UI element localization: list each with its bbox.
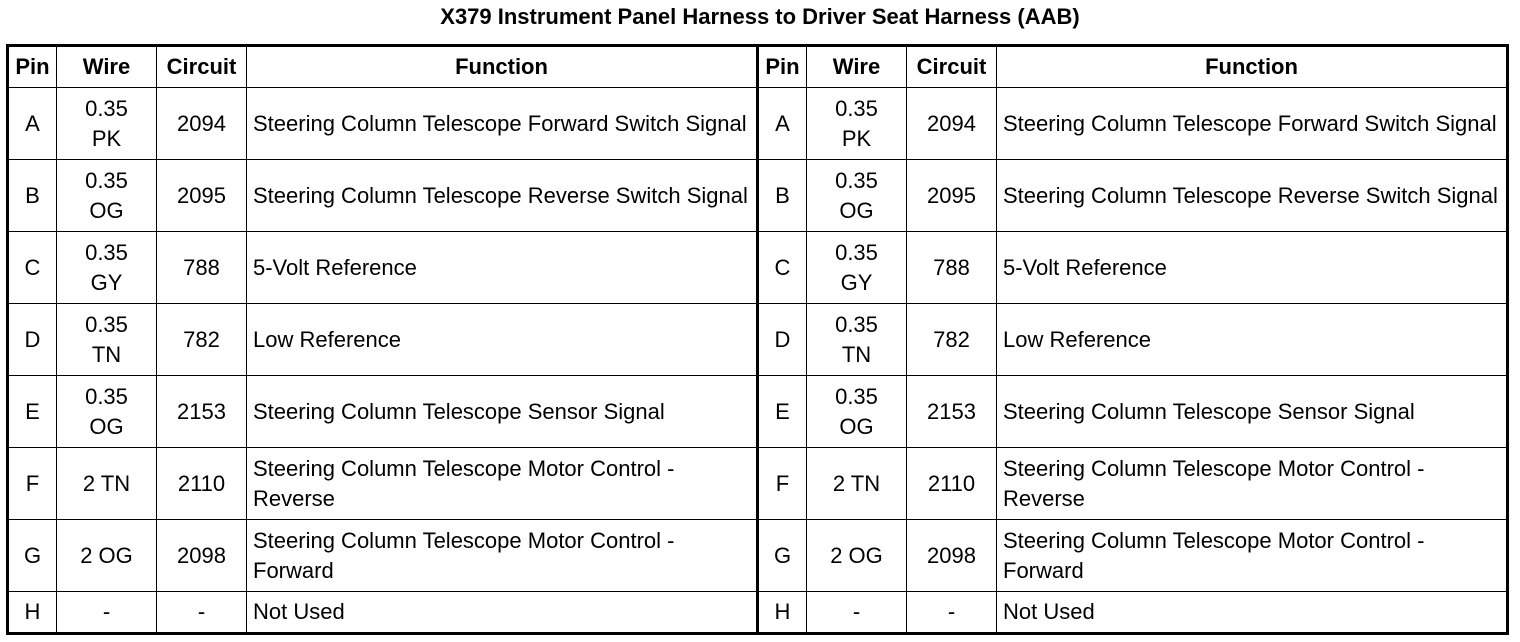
wire-color: TN: [91, 341, 122, 367]
function-cell: Steering Column Telescope Reverse Switch Signal: [997, 160, 1508, 232]
wire-size: 2 TN: [82, 470, 131, 496]
header-circuit: Circuit: [907, 46, 997, 88]
wire-color: OG: [89, 413, 124, 439]
function-cell: Steering Column Telescope Forward Switch Signal: [997, 88, 1508, 160]
wire-color: OG: [839, 197, 874, 223]
circuit-cell: 2095: [157, 160, 247, 232]
function-cell: Not Used: [997, 592, 1508, 634]
header-pin: Pin: [8, 46, 57, 88]
wire-cell: [57, 376, 157, 448]
pin-cell: G: [8, 520, 57, 592]
table-row: [8, 304, 1508, 376]
pin-cell: A: [758, 88, 807, 160]
table-row: [8, 376, 1508, 448]
wire-size: 2 OG: [830, 542, 883, 568]
circuit-cell: 2110: [157, 448, 247, 520]
header-function: Function: [997, 46, 1508, 88]
header-pin: Pin: [758, 46, 807, 88]
function-cell: Steering Column Telescope Sensor Signal: [247, 376, 758, 448]
circuit-cell: -: [157, 592, 247, 634]
circuit-cell: 788: [907, 232, 997, 304]
wire-cell: [807, 376, 907, 448]
wire-cell: [807, 88, 907, 160]
table-row: [8, 520, 1508, 592]
connector-pinout-table: [6, 44, 1509, 635]
function-cell: Steering Column Telescope Motor Control - Forward: [997, 520, 1508, 592]
header-function: Function: [247, 46, 758, 88]
function-cell: 5-Volt Reference: [247, 232, 758, 304]
wire-color: GY: [90, 269, 123, 295]
wire-cell: [807, 160, 907, 232]
wire-size: 0.35: [85, 95, 128, 121]
wire-cell: [57, 448, 157, 520]
wire-size: 0.35: [835, 311, 878, 337]
table-row: [8, 232, 1508, 304]
header-wire: Wire: [57, 46, 157, 88]
wire-size: 0.35: [835, 95, 878, 121]
wire-cell: [57, 592, 157, 634]
wire-size: 2 OG: [80, 542, 133, 568]
circuit-cell: 782: [157, 304, 247, 376]
function-cell: Steering Column Telescope Motor Control - Reverse: [247, 448, 758, 520]
wire-color: GY: [840, 269, 873, 295]
pin-cell: E: [758, 376, 807, 448]
pin-cell: H: [758, 592, 807, 634]
header-wire: Wire: [807, 46, 907, 88]
wire-size: -: [102, 599, 111, 624]
circuit-cell: 782: [907, 304, 997, 376]
wire-size: 0.35: [85, 311, 128, 337]
wire-cell: [807, 448, 907, 520]
wire-size: 0.35: [835, 383, 878, 409]
pin-cell: B: [8, 160, 57, 232]
wire-color: OG: [89, 197, 124, 223]
circuit-cell: 2098: [907, 520, 997, 592]
function-cell: Not Used: [247, 592, 758, 634]
pin-cell: F: [8, 448, 57, 520]
wire-size: 0.35: [835, 239, 878, 265]
circuit-cell: 2153: [157, 376, 247, 448]
function-cell: 5-Volt Reference: [997, 232, 1508, 304]
circuit-cell: 2153: [907, 376, 997, 448]
function-cell: Steering Column Telescope Reverse Switch Signal: [247, 160, 758, 232]
wire-color: TN: [841, 341, 872, 367]
pin-cell: B: [758, 160, 807, 232]
function-cell: Steering Column Telescope Motor Control - Forward: [247, 520, 758, 592]
function-cell: Low Reference: [997, 304, 1508, 376]
pin-cell: C: [8, 232, 57, 304]
header-circuit: Circuit: [157, 46, 247, 88]
wire-cell: [57, 88, 157, 160]
circuit-cell: 2098: [157, 520, 247, 592]
wire-color: PK: [841, 125, 872, 151]
table-row: [8, 88, 1508, 160]
wire-color: PK: [91, 125, 122, 151]
pin-cell: D: [758, 304, 807, 376]
pin-cell: E: [8, 376, 57, 448]
pin-cell: A: [8, 88, 57, 160]
pin-cell: G: [758, 520, 807, 592]
wire-color: OG: [839, 413, 874, 439]
pin-cell: C: [758, 232, 807, 304]
wire-size: 0.35: [85, 383, 128, 409]
wire-cell: [57, 304, 157, 376]
circuit-cell: -: [907, 592, 997, 634]
wire-size: 0.35: [835, 167, 878, 193]
table-row: [8, 160, 1508, 232]
document-title: X379 Instrument Panel Harness to Driver Seat Harness (AAB): [440, 4, 1080, 29]
circuit-cell: 2094: [157, 88, 247, 160]
wire-cell: [807, 592, 907, 634]
wire-cell: [807, 304, 907, 376]
wire-size: 0.35: [85, 239, 128, 265]
wire-cell: [57, 520, 157, 592]
function-cell: Steering Column Telescope Sensor Signal: [997, 376, 1508, 448]
function-cell: Steering Column Telescope Forward Switch Signal: [247, 88, 758, 160]
wire-cell: [807, 232, 907, 304]
table-row: [8, 448, 1508, 520]
wire-size: 2 TN: [832, 470, 881, 496]
wire-size: -: [852, 599, 861, 624]
wire-cell: [807, 520, 907, 592]
function-cell: Low Reference: [247, 304, 758, 376]
wire-cell: [57, 232, 157, 304]
wire-size: 0.35: [85, 167, 128, 193]
wire-cell: [57, 160, 157, 232]
pin-cell: F: [758, 448, 807, 520]
pin-cell: H: [8, 592, 57, 634]
circuit-cell: 2095: [907, 160, 997, 232]
table-row: [8, 592, 1508, 634]
circuit-cell: 2110: [907, 448, 997, 520]
pin-cell: D: [8, 304, 57, 376]
function-cell: Steering Column Telescope Motor Control - Reverse: [997, 448, 1508, 520]
header-row: [8, 46, 1508, 88]
circuit-cell: 2094: [907, 88, 997, 160]
circuit-cell: 788: [157, 232, 247, 304]
